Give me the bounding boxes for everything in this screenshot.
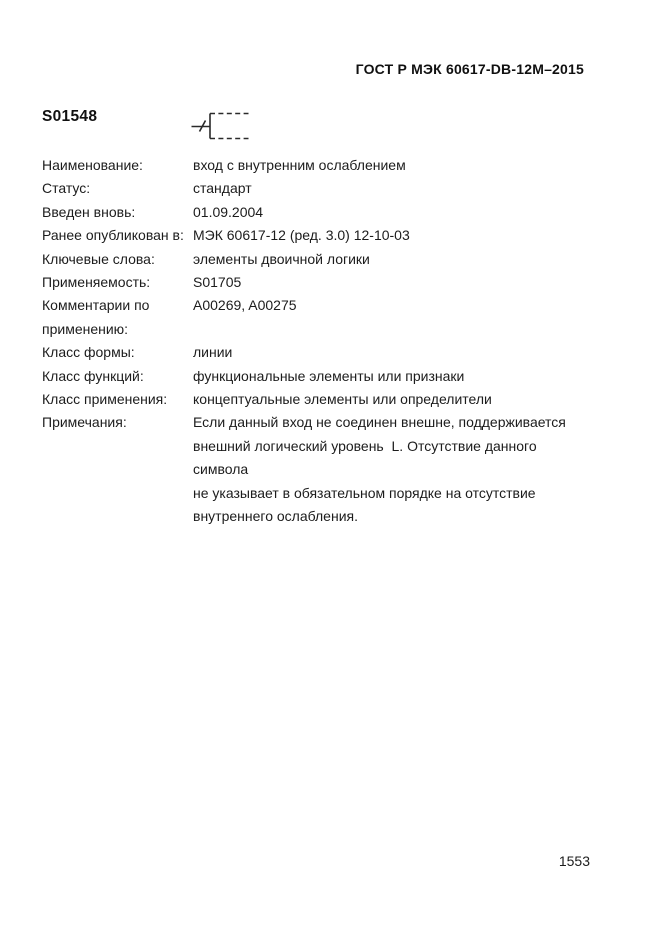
- field-row: [42, 177, 587, 200]
- field-value: МЭК 60617-12 (ред. 3.0) 12-10-03: [193, 227, 410, 244]
- field-label: Статус:: [42, 180, 91, 197]
- field-value-notes: [193, 411, 587, 528]
- field-value: концептуальные элементы или определители: [193, 391, 492, 408]
- field-label: Комментарии по применению:: [42, 297, 150, 337]
- field-label: Применяемость:: [42, 274, 151, 291]
- field-label: Класс функций:: [42, 367, 144, 384]
- field-value: вход с внутренним ослаблением: [193, 157, 406, 173]
- page-number: 1553: [558, 853, 590, 869]
- field-label: Введен вновь:: [42, 203, 136, 220]
- field-value: S01705: [193, 274, 242, 291]
- field-row: [42, 294, 587, 341]
- fields-table: [42, 154, 587, 529]
- field-value: A00269, A00275: [193, 297, 297, 314]
- note-line: Если данный вход не соединен внешне, поддерживается: [193, 414, 566, 431]
- field-row: [42, 224, 587, 247]
- field-row: [42, 365, 587, 388]
- field-value: линии: [193, 344, 233, 361]
- field-row: [42, 411, 587, 528]
- field-label: Класс формы:: [42, 344, 135, 361]
- field-row: [42, 341, 587, 364]
- field-value: функциональные элементы или признаки: [193, 367, 465, 384]
- note-line: не указывает в обязательном порядке на отсутствие: [193, 484, 536, 501]
- field-value: элементы двоичной логики: [193, 250, 370, 267]
- field-row: [42, 271, 587, 294]
- field-label: Класс применения:: [42, 391, 168, 408]
- field-row: [42, 201, 587, 224]
- field-value: стандарт: [193, 180, 252, 197]
- field-value: 01.09.2004: [193, 203, 264, 220]
- input-internal-attenuation-symbol-icon: [188, 106, 252, 146]
- field-row: [42, 388, 587, 411]
- field-row: [42, 154, 587, 177]
- field-row: [42, 248, 587, 271]
- field-label: Ранее опубликован в:: [42, 227, 184, 244]
- field-label: Ключевые слова:: [42, 250, 155, 267]
- note-line: внешний логический уровень L. Отсутствие данного символа: [193, 437, 541, 478]
- note-line: внутреннего ослабления.: [193, 508, 358, 525]
- entry-id: S01548: [42, 108, 98, 125]
- document-header: ГОСТ Р МЭК 60617-DB-12M–2015: [355, 61, 584, 77]
- field-label: Наименование:: [42, 157, 143, 173]
- field-label: Примечания:: [42, 414, 127, 431]
